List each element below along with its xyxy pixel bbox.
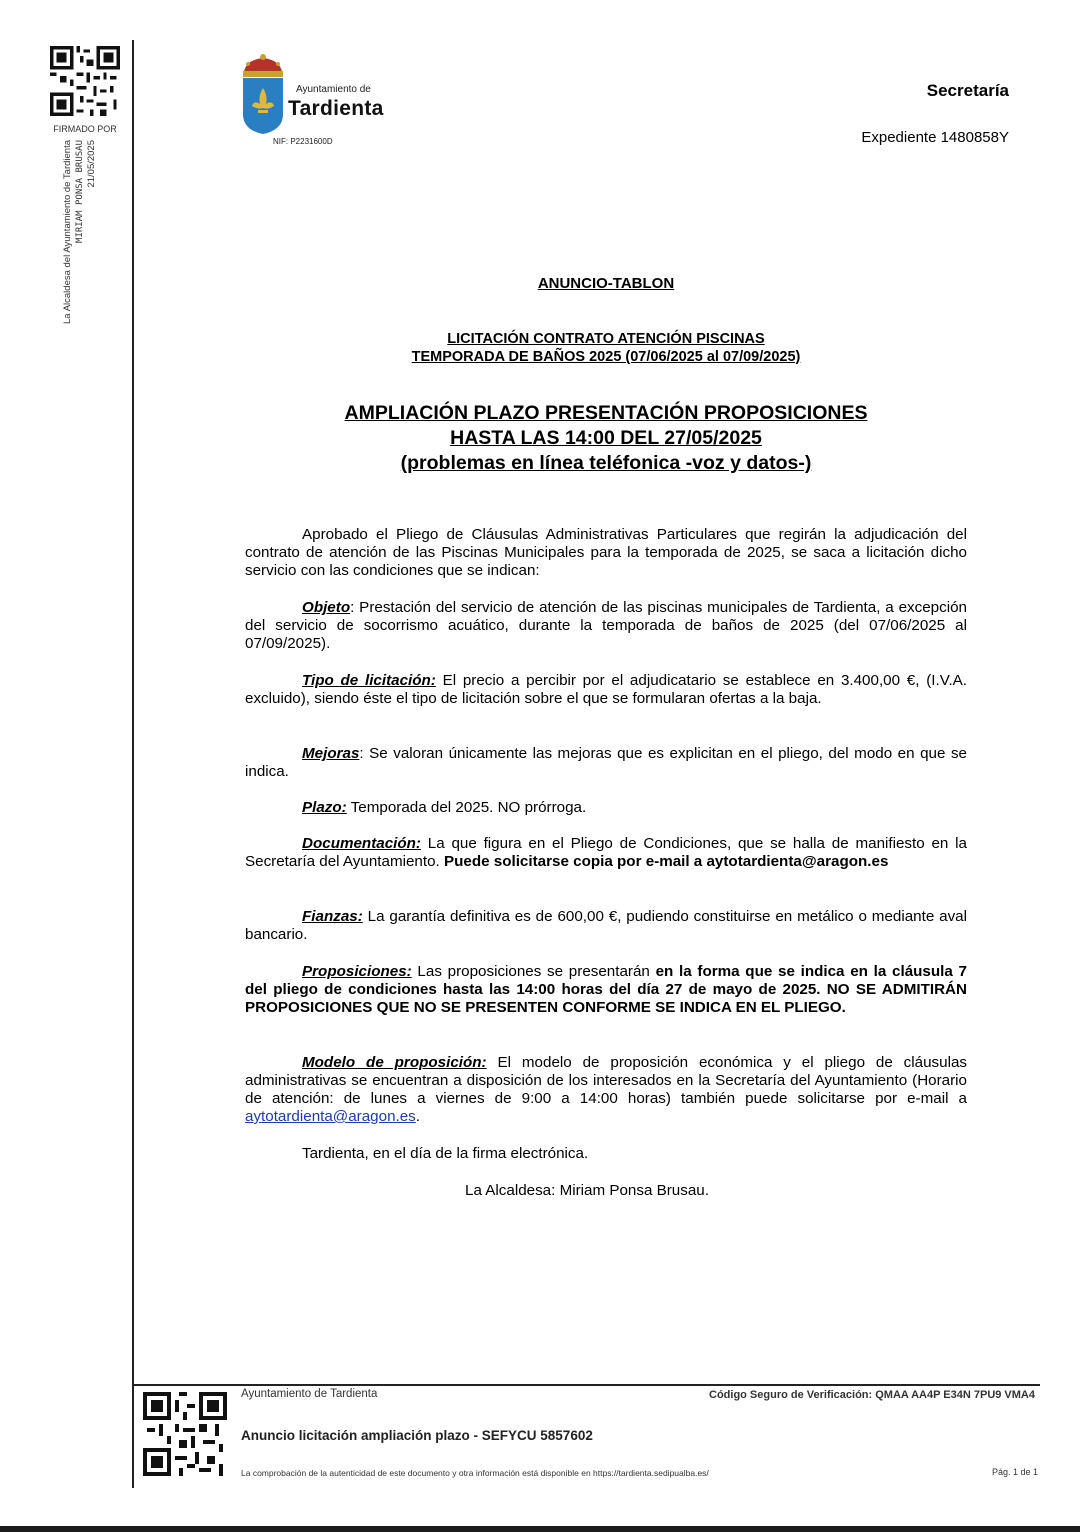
tender-title-line-2: TEMPORADA DE BAÑOS 2025 (07/06/2025 al 07/09/2025): [411, 349, 801, 365]
documentacion-bold-text: Puede solicitarse copia por e-mail a aytotardienta@aragon.es: [443, 853, 889, 870]
municipality-prefix: Ayuntamiento de: [296, 84, 371, 95]
tender-title-line-1: LICITACIÓN CONTRATO ATENCIÓN PISCINAS: [447, 331, 765, 347]
signer-role: La Alcaldesa del Ayuntamiento de Tardienta: [62, 140, 73, 324]
place-date-line: Tardienta, en el día de la firma electrónica.: [302, 1145, 589, 1162]
extension-title-line-3: (problemas en línea teléfonica -voz y datos-): [400, 452, 812, 474]
verification-code: Código Seguro de Verificación: QMAA AA4P E34N 7PU9 VMA4: [709, 1389, 1035, 1401]
proposiciones-text: Las proposiciones se presentarán: [411, 963, 656, 980]
intro-paragraph: [245, 526, 967, 580]
file-number: Expediente 1480858Y: [861, 129, 1009, 146]
tender-title: [245, 330, 967, 366]
fianzas-text: La garantía definitiva es de 600,00 €, pudiendo constituirse en metálico o mediante aval bancario.: [245, 908, 967, 943]
proposiciones-label: Proposiciones:: [302, 963, 412, 980]
proposiciones-bold-text: en la forma que se indica en la cláusula 7 del pliego de condiciones hasta las 14:00 horas del día 27 de mayo de 2025. NO SE ADMITIRÁN PROPOSICIONES QUE NO SE PRESENTEN CONFORME SE INDICA EN EL PLIEGO.: [245, 963, 967, 1016]
modelo-text: El modelo de proposición económica y el pliego de cláusulas administrativas se encuentran a disposición de los interesados en la Secretaría del Ayuntamiento (Horario de atención: de lunes a viernes de 9:00 a 14:00 horas) también puede solicitarse por e-mail a: [245, 1054, 967, 1107]
tax-id: NIF: P2231600D: [273, 137, 333, 146]
modelo-label: Modelo de proposición:: [302, 1054, 487, 1071]
viewer-bottom-bar: [0, 1526, 1080, 1532]
extension-title-line-2: HASTA LAS 14:00 DEL 27/05/2025: [450, 427, 762, 449]
documentacion-label: Documentación:: [302, 835, 421, 852]
footer-rule: [134, 1384, 1040, 1386]
signer-name: MIRIAM PONSA BRUSAU: [75, 140, 85, 243]
department-label: Secretaría: [926, 81, 1009, 100]
modelo-paragraph: [245, 1054, 967, 1126]
tipo-text: El precio a percibir por el adjudicatario se establece en 3.400,00 €, (I.V.A. excluido), siendo éste el tipo de licitación sobre el que se formularan ofertas a la baja.: [245, 672, 968, 707]
notice-type-title: ANUNCIO-TABLON: [537, 275, 675, 292]
qr-code-top: [50, 46, 120, 116]
tipo-label: Tipo de licitación:: [302, 672, 436, 689]
plazo-label: Plazo:: [302, 799, 347, 816]
modelo-end: .: [415, 1108, 421, 1125]
email-link[interactable]: aytotardienta@aragon.es: [245, 1108, 416, 1125]
documentacion-text: La que figura en el Pliego de Condiciones, que se halla de manifiesto en la Secretaría del Ayuntamiento.: [245, 835, 967, 870]
municipality-name: Tardienta: [288, 97, 384, 120]
signature-vertical-text: [62, 140, 122, 360]
signature-date: 21/05/2025: [86, 140, 97, 188]
qr-code-bottom: [143, 1392, 227, 1476]
footer-municipality: Ayuntamiento de Tardienta: [241, 1388, 378, 1400]
municipal-coat-of-arms-logo: [238, 54, 288, 136]
fianzas-label: Fianzas:: [302, 908, 363, 925]
mejoras-paragraph: [245, 745, 967, 781]
authenticity-note: La comprobación de la autenticidad de este documento y otra información está disponible en https://tardienta.sedipualba.es/: [241, 1468, 709, 1478]
plazo-text: Temporada del 2025. NO prórroga.: [346, 799, 587, 816]
signed-by-label: FIRMADO POR: [53, 124, 117, 134]
plazo-paragraph: [245, 799, 967, 817]
objeto-text: : Prestación del servicio de atención de las piscinas municipales de Tardienta, a excepción del servicio de socorrismo acuático, durante la temporada de baños de 2025 (del 07/06/2025 al 07/09/2025).: [245, 599, 967, 652]
margin-rule: [132, 40, 134, 1488]
proposiciones-paragraph: [245, 963, 967, 1017]
documentacion-paragraph: [245, 835, 967, 871]
mejoras-text: : Se valoran únicamente las mejoras que es explicitan en el pliego, del modo en que se indica.: [245, 745, 967, 780]
footer-document-title: Anuncio licitación ampliación plazo - SEFYCU 5857602: [241, 1428, 593, 1443]
objeto-paragraph: [245, 599, 967, 653]
objeto-label: Objeto: [302, 599, 351, 616]
mejoras-label: Mejoras: [302, 745, 360, 762]
fianzas-paragraph: [245, 908, 967, 944]
extension-title: [245, 401, 967, 476]
signature-line: La Alcaldesa: Miriam Ponsa Brusau.: [465, 1182, 709, 1199]
extension-title-line-1: AMPLIACIÓN PLAZO PRESENTACIÓN PROPOSICIONES: [344, 402, 868, 424]
page-number: Pág. 1 de 1: [991, 1467, 1038, 1477]
intro-text: Aprobado el Pliego de Cláusulas Administrativas Particulares que regirán la adjudicación del contrato de atención de las Piscinas Municipales para la temporada de 2025, se saca a licitación dicho servicio con las condiciones que se indican:: [245, 526, 967, 579]
tipo-paragraph: [245, 672, 967, 708]
